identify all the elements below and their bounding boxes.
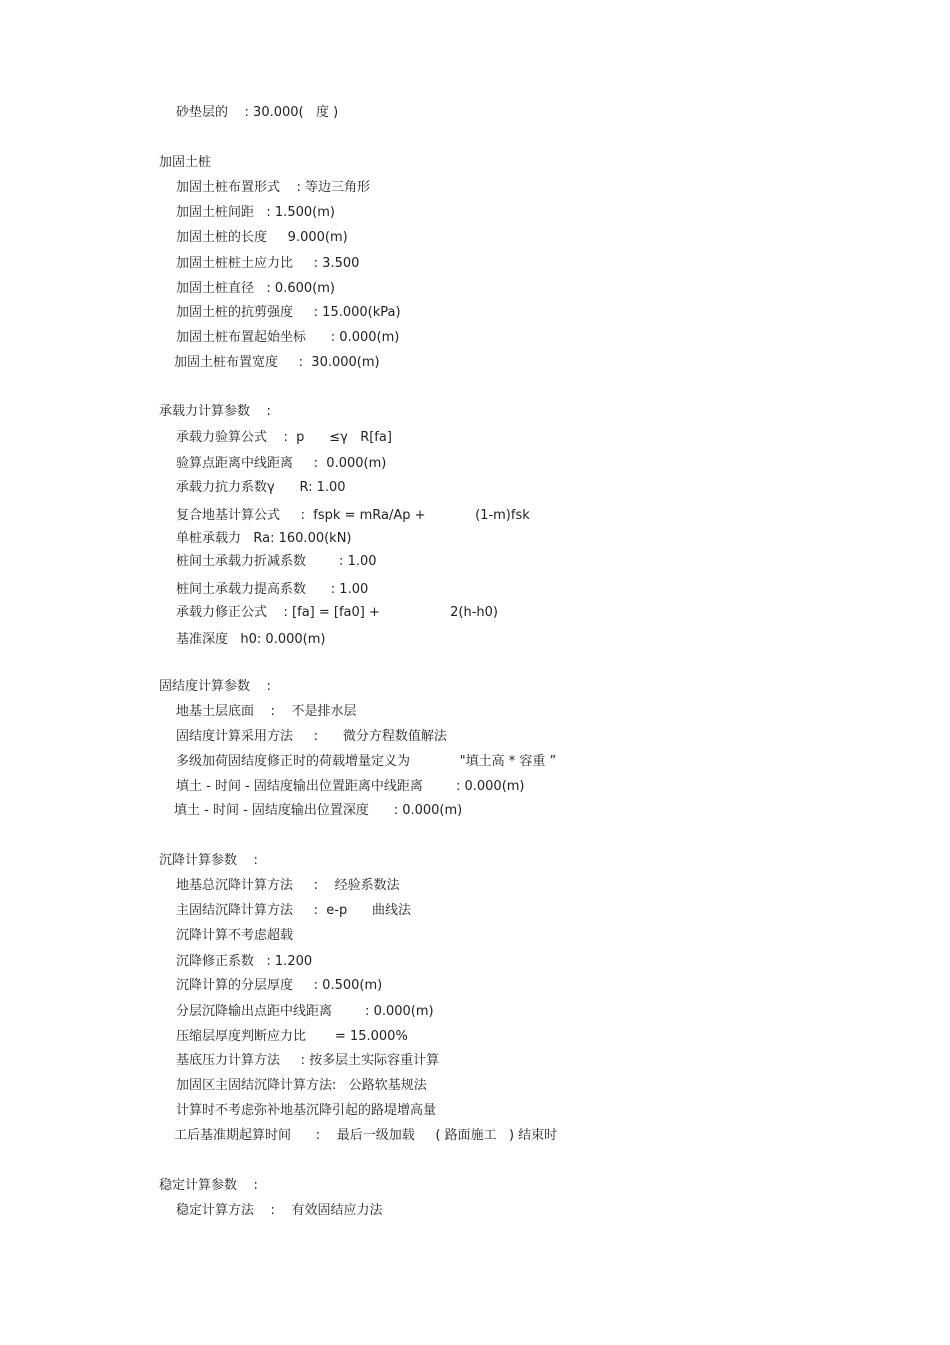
text-line: 分层沉降输出点距中线距离 : 0.000(m) [176,1004,434,1019]
text-line: 计算时不考虑弥补地基沉降引起的路堤增高量 [176,1103,437,1118]
section-heading: 加固土桩 [159,155,212,170]
text-line: 加固土桩布置起始坐标 : 0.000(m) [176,330,400,345]
section-heading: 固结度计算参数 : [159,679,271,694]
section-heading: 承载力计算参数 : [159,404,271,419]
text-line: 多级加荷固结度修正时的荷载增量定义为 "填土高 * 容重 ” [176,754,557,769]
text-line: 沉降修正系数 : 1.200 [176,954,313,969]
text-line: 地基总沉降计算方法 : 经验系数法 [176,878,400,893]
text-line: 单桩承载力 Ra: 160.00(kN) [176,531,352,546]
text-line: 加固土桩直径 : 0.600(m) [176,281,335,296]
text-line: 加固土桩间距 : 1.500(m) [176,205,335,220]
text-line: 加固土桩布置宽度 : 30.000(m) [174,355,380,370]
text-line: 稳定计算方法 : 有效固结应力法 [176,1203,383,1218]
text-line: 桩间土承载力折减系数 : 1.00 [176,554,377,569]
text-line: 压缩层厚度判断应力比 = 15.000% [176,1029,408,1044]
text-line: 验算点距离中线距离 : 0.000(m) [176,456,387,471]
text-line: 固结度计算采用方法 : 微分方程数值解法 [176,729,447,744]
text-line: 填土 - 时间 - 固结度输出位置距离中线距离 : 0.000(m) [176,779,525,794]
text-line: 承载力验算公式 : p ≤γ R[fa] [176,430,392,445]
section-heading: 沉降计算参数 : [159,853,258,868]
text-line: 沉降计算不考虑超载 [176,928,294,943]
text-line: 基底压力计算方法 : 按多层土实际容重计算 [176,1053,440,1068]
section-heading: 稳定计算参数 : [159,1178,258,1193]
text-line: 基准深度 h0: 0.000(m) [176,632,326,647]
text-line: 承载力修正公式 : [fa] = [fa0] + 2(h-h0) [176,605,498,620]
text-line: 砂垫层的 : 30.000( 度 ) [176,105,339,120]
text-line: 加固区主固结沉降计算方法: 公路软基规法 [176,1078,427,1093]
text-line: 加固土桩布置形式 : 等边三角形 [176,180,371,195]
text-line: 工后基准期起算时间 : 最后一级加载 ( 路面施工 ) 结束时 [174,1128,558,1143]
text-line: 填土 - 时间 - 固结度输出位置深度 : 0.000(m) [174,803,463,818]
text-line: 加固土桩的抗剪强度 : 15.000(kPa) [176,305,401,320]
text-line: 沉降计算的分层厚度 : 0.500(m) [176,978,383,993]
text-line: 承载力抗力系数γ R: 1.00 [176,480,346,495]
text-line: 地基土层底面 : 不是排水层 [176,704,357,719]
text-line: 主固结沉降计算方法 : e-p 曲线法 [176,903,412,918]
text-line: 桩间土承载力提高系数 : 1.00 [176,582,369,597]
text-line: 复合地基计算公式 : fspk = mRa/Ap + (1-m)fsk [176,508,530,523]
text-line: 加固土桩桩土应力比 : 3.500 [176,256,360,271]
text-line: 加固土桩的长度 9.000(m) [176,230,348,245]
